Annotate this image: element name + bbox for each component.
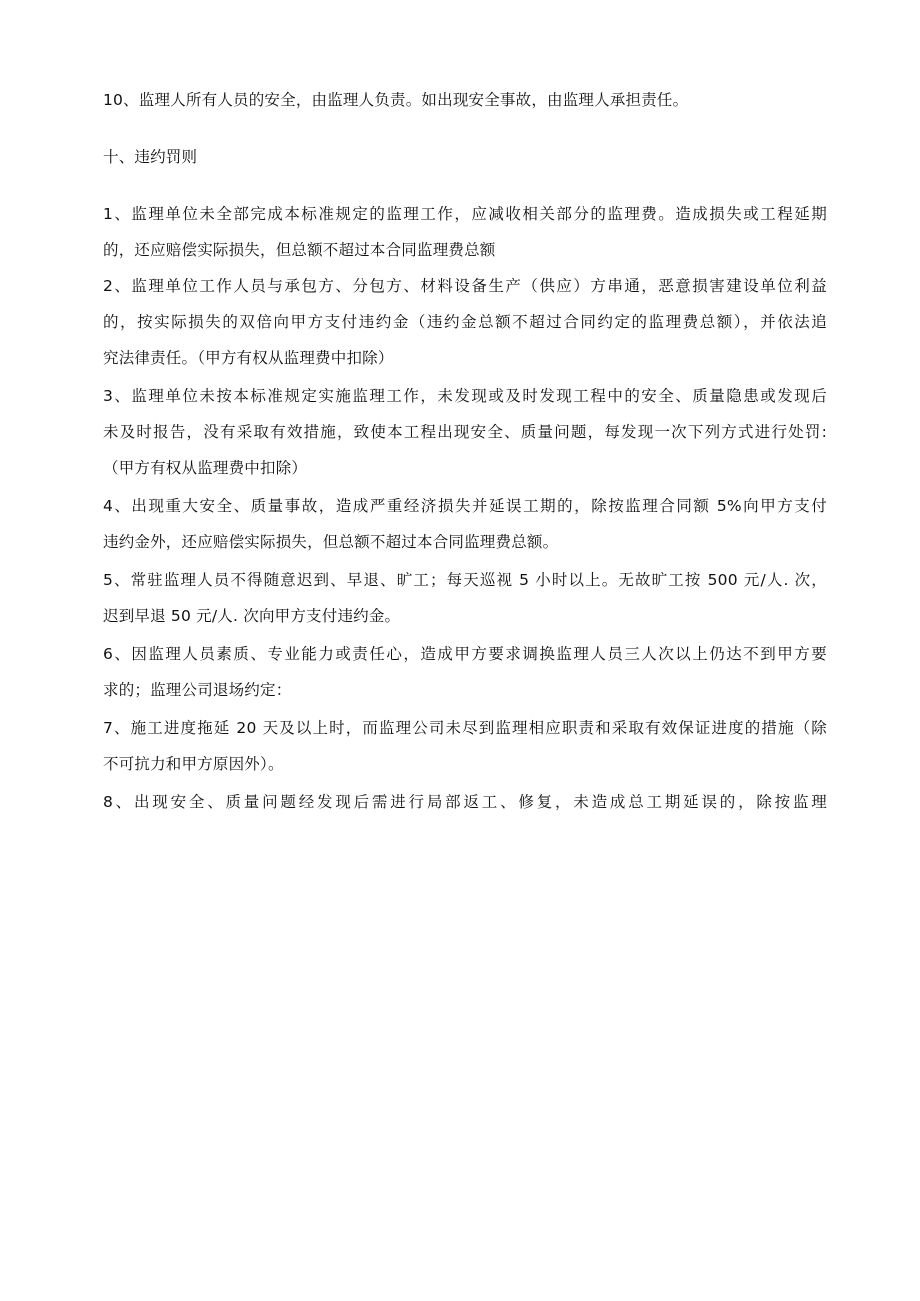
clause-8-line-1: 8、出现安全、质量问题经发现后需进行局部返工、修复，未造成总工期延误的，除按监理 xyxy=(103,793,827,811)
section-heading: 十、违约罚则 xyxy=(103,148,198,166)
clause-3-line-2: 未及时报告，没有采取有效措施，致使本工程出现安全、质量问题，每发现一次下列方式进行处罚: xyxy=(103,423,827,441)
clause-2-line-2: 的，按实际损失的双倍向甲方支付违约金（违约金总额不超过合同约定的监理费总额），并依法追 xyxy=(103,313,827,331)
clause-5-line-1: 5、常驻监理人员不得随意迟到、早退、旷工；每天巡视 5 小时以上。无故旷工按 500 元/人. 次， xyxy=(103,571,827,589)
clause-10-line-1: 10、监理人所有人员的安全，由监理人负责。如出现安全事故，由监理人承担责任。 xyxy=(103,91,689,109)
clause-7-line-2: 不可抗力和甲方原因外）。 xyxy=(103,755,284,773)
clause-1-line-2: 的，还应赔偿实际损失，但总额不超过本合同监理费总额 xyxy=(103,241,496,259)
clause-3-line-1: 3、监理单位未按本标准规定实施监理工作，未发现或及时发现工程中的安全、质量隐患或发现后 xyxy=(103,387,827,405)
clause-1-line-1: 1、监理单位未全部完成本标准规定的监理工作，应减收相关部分的监理费。造成损失或工程延期 xyxy=(103,205,827,223)
clause-4-line-2: 违约金外，还应赔偿实际损失，但总额不超过本合同监理费总额。 xyxy=(103,533,559,551)
clause-5-line-2: 迟到早退 50 元/人. 次向甲方支付违约金。 xyxy=(103,607,401,625)
clause-6-line-2: 求的；监理公司退场约定： xyxy=(103,681,292,699)
clause-3-line-3: （甲方有权从监理费中扣除） xyxy=(103,459,308,477)
clause-2-line-1: 2、监理单位工作人员与承包方、分包方、材料设备生产（供应）方串通，恶意损害建设单位利益 xyxy=(103,277,827,295)
clause-4-line-1: 4、出现重大安全、质量事故，造成严重经济损失并延误工期的，除按监理合同额 5%向甲方支付 xyxy=(103,497,827,515)
clause-7-line-1: 7、施工进度拖延 20 天及以上时，而监理公司未尽到监理相应职责和采取有效保证进度的措施（除 xyxy=(103,719,827,737)
clause-6-line-1: 6、因监理人员素质、专业能力或责任心，造成甲方要求调换监理人员三人次以上仍达不到甲方要 xyxy=(103,645,827,663)
clause-2-line-3: 究法律责任。（甲方有权从监理费中扣除） xyxy=(103,349,394,367)
